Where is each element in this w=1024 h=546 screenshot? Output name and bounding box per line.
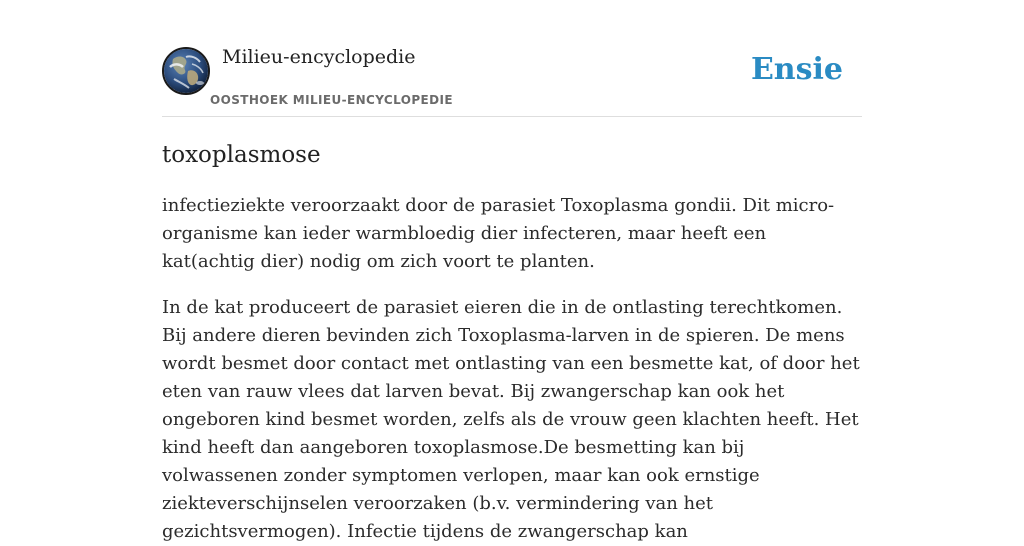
article-paragraph: In de kat produceert de parasiet eieren die in de ontlasting terechtkomen. Bij andere dieren bevinden zich Toxoplasma-larven in de spieren. De mens wordt besmet door contact met ontlasting van een besmette kat, of door het eten van rauw vlees dat larven bevat. Bij zwangerschap kan ook het ongeboren kind besmet worden, zelfs als de vrouw geen klachten heeft. Het kind heeft dan aangeboren toxoplasmose.De besmetting kan bij volwassenen zonder symptomen verlopen, maar kan ook ernstige ziekteverschijnselen veroorzaken (b.v. vermindering van het gezichtsvermogen). Infectie tijdens de zwangerschap kan xyxy=(162,297,860,542)
site-header xyxy=(162,46,862,117)
brand-logo[interactable]: Ensie xyxy=(750,52,843,87)
article xyxy=(162,136,862,546)
page-title: toxoplasmose xyxy=(162,142,321,168)
article-paragraph: infectieziekte veroorzaakt door de parasiet Toxoplasma gondii. Dit micro-organisme kan ieder warmbloedig dier infecteren, maar heeft een kat(achtig dier) nodig om zich voort te planten. xyxy=(162,195,835,272)
earth-globe-icon[interactable] xyxy=(162,47,210,95)
site-subtitle: OOSTHOEK MILIEU-ENCYCLOPEDIE xyxy=(210,93,453,107)
site-name[interactable]: Milieu-encyclopedie xyxy=(222,46,416,68)
